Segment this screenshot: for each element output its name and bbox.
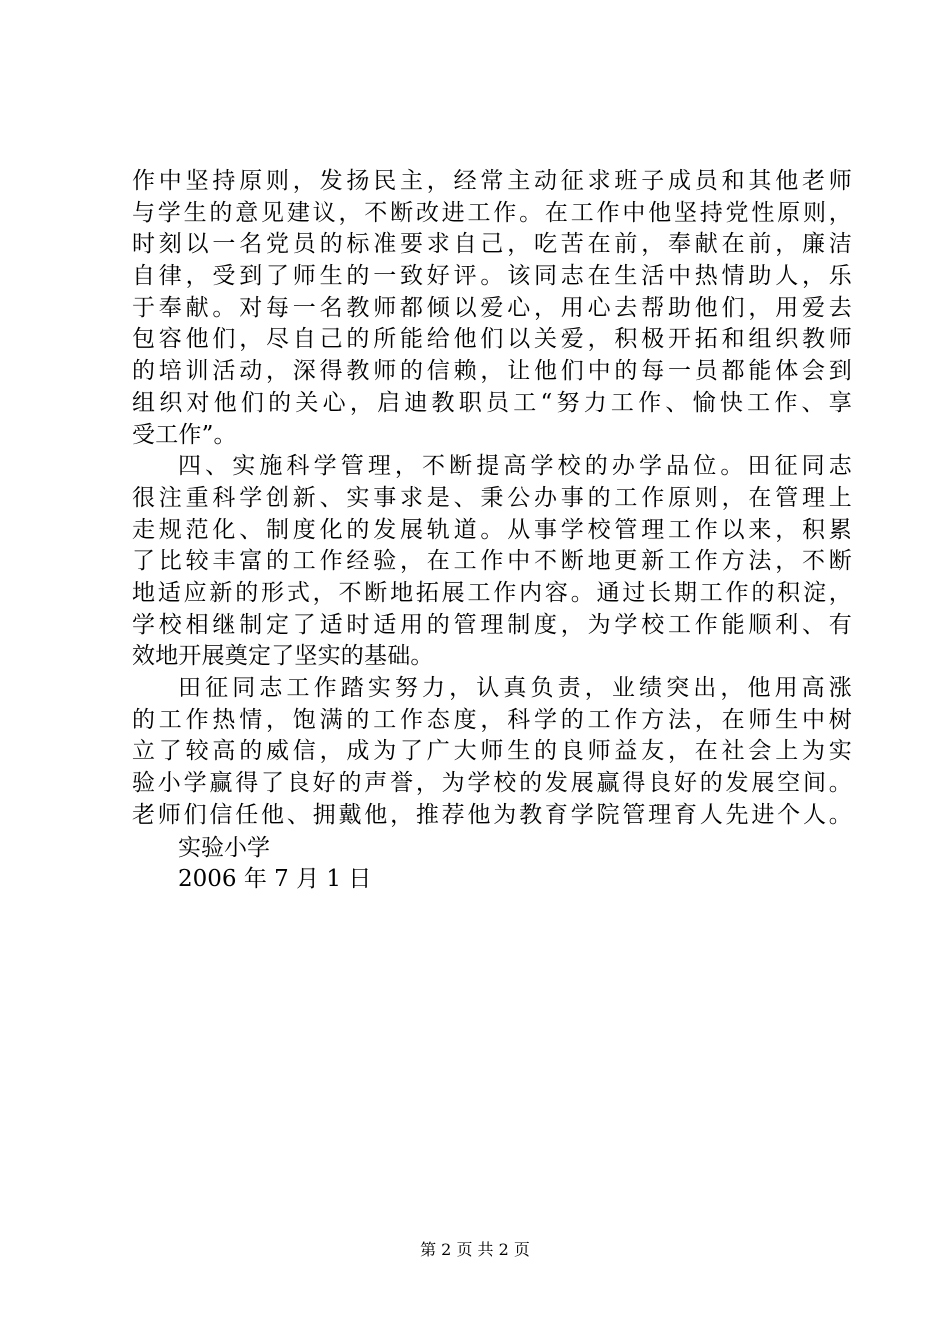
body-line: 验小学赢得了良好的声誉，为学校的发展赢得良好的发展空间。 (132, 770, 852, 797)
body-line: 时刻以一名党员的标准要求自己，吃苦在前，奉献在前，廉洁 (132, 231, 852, 258)
body-line: 受工作”。 (132, 421, 237, 448)
body-line: 很注重科学创新、实事求是、秉公办事的工作原则，在管理上 (132, 484, 852, 511)
body-line: 地适应新的形式，不断地拓展工作内容。通过长期工作的积淀， (132, 579, 852, 606)
signature-block (178, 833, 371, 895)
signature-date: 2006 年 7 月 1 日 (178, 866, 372, 892)
page-footer: 第 2 页 共 2 页 (420, 1240, 530, 1259)
body-line: 老师们信任他、拥戴他，推荐他为教育学院管理育人先进个人。 (132, 801, 852, 828)
body-line: 自律，受到了师生的一致好评。该同志在生活中热情助人，乐 (132, 263, 852, 290)
document-body (132, 166, 852, 831)
body-line: 效地开展奠定了坚实的基础。 (132, 643, 434, 670)
body-line: 组织对他们的关心，启迪教职员工“努力工作、愉快工作、享 (132, 389, 852, 416)
body-line: 的培训活动，深得教师的信赖，让他们中的每一员都能体会到 (132, 358, 852, 385)
body-line: 包容他们，尽自己的所能给他们以关爱，积极开拓和组织教师 (132, 326, 852, 353)
body-line: 了比较丰富的工作经验，在工作中不断地更新工作方法，不断 (132, 548, 852, 575)
body-line: 的工作热情，饱满的工作态度，科学的工作方法，在师生中树 (132, 706, 852, 733)
body-line: 作中坚持原则，发扬民主，经常主动征求班子成员和其他老师 (132, 168, 852, 194)
body-line: 四、实施科学管理，不断提高学校的办学品位。田征同志 (178, 453, 852, 480)
body-line: 立了较高的威信，成为了广大师生的良师益友，在社会上为实 (132, 738, 852, 765)
body-line: 与学生的意见建议，不断改进工作。在工作中他坚持党性原则， (132, 199, 852, 226)
body-line: 田征同志工作踏实努力，认真负责，业绩突出，他用高涨 (178, 675, 852, 701)
body-line: 走规范化、制度化的发展轨道。从事学校管理工作以来，积累 (132, 516, 852, 543)
body-line: 于奉献。对每一名教师都倾以爱心，用心去帮助他们，用爱去 (132, 294, 852, 321)
body-line: 学校相继制定了适时适用的管理制度，为学校工作能顺利、有 (132, 611, 852, 638)
signature-organization: 实验小学 (178, 835, 270, 861)
